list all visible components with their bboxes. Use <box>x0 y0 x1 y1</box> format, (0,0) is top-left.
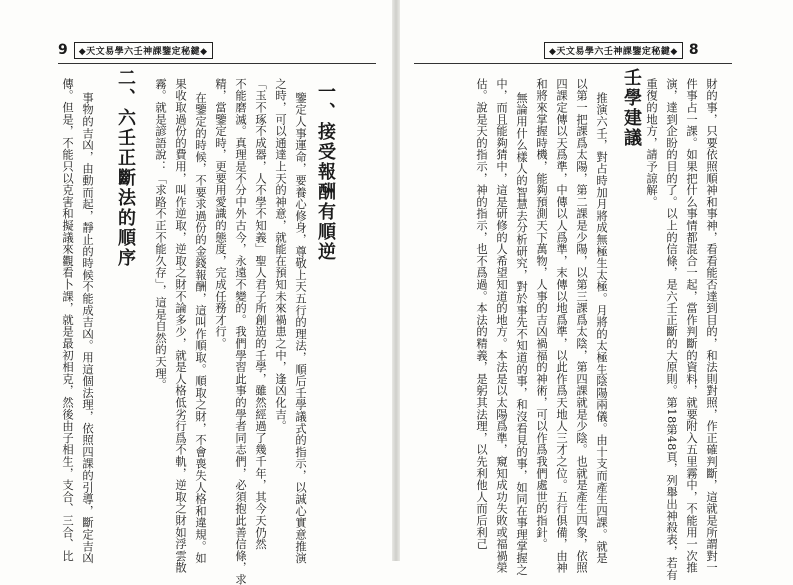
body-column: 果收取過份的費用，叫作逆取，逆取之財不論多少，就是人格低劣行爲不軌，逆取之財如浮雲散 <box>174 78 187 574</box>
right-header-title: ◆天文易學六壬神課鑒定秘鍵◆ <box>544 42 683 59</box>
section-heading: 壬學建議 <box>621 68 642 148</box>
body-column: 傳。但是，不能只以克害和擬議來觀看卜課，就是最初相克，然後由子相生，支合、三合、比 <box>61 78 74 562</box>
body-column: 估。說是天的指示，神的指示，也不爲過。本法的精義，是躬其法理，以先利他人而后利己 <box>475 78 488 550</box>
right-page-number: 8 <box>688 42 699 58</box>
right-header-rule <box>414 63 732 64</box>
section-heading-1: 一、接受報酬有順逆 <box>315 82 336 262</box>
body-column: 和將來掌握時機，能夠預測天下萬物，人事的吉凶禍福的神術，可以作爲我們處世的指針。 <box>535 78 548 550</box>
body-column: 精，當鑒定時，更要用愛識的態度，完成任務才行。 <box>214 78 227 350</box>
left-header-rule <box>58 63 376 64</box>
body-column: 中，而且能夠猜中，這是研修的人希望知道的地方。本法是以太陽爲準，窺知成功失敗或福禍榮 <box>495 78 508 574</box>
right-page-header <box>544 40 699 60</box>
body-column: 重復的地方，請予諒解。 <box>645 78 658 208</box>
body-column: 事物的吉凶，由動而起，靜止的時候不能成吉凶。用這個法理，依照四課的引導，斷定吉凶 <box>81 92 94 564</box>
body-column: 在鑒定的時候，不要求過份的金錢報酬，這叫作順取。順取之財，不會喪失人格和違規。如 <box>194 92 207 564</box>
left-page-number: 9 <box>58 42 68 58</box>
body-column: 演，達到企盼的目的了。以上的信條，是六壬正斷的大原則。第18第48頁，列舉出神殺表，若有 <box>665 78 678 581</box>
section-heading-2: 二、六壬正斷法的順序 <box>115 68 136 268</box>
body-column: 不能磨滅。真理是不分中外古今，永遠不變的。我們學習此事的學者同志們，必須抱此善信條，求 <box>234 78 247 585</box>
body-column: 霧。就是諺語說：「求路不正不能久存」，這是自然的天理。 <box>154 78 167 391</box>
right-page <box>396 0 793 581</box>
body-column: 無論用什么樣人的智慧去分析研究，對於事先不知道的事，和沒看見的事，如同在事理掌握之 <box>515 92 528 576</box>
body-column: 以第一把課爲太陽，第二課是少陽，以第三課爲太陰，第四課就是少陰。也就是產生四象，依照 <box>575 78 588 574</box>
body-column: 鑒定人事運命，要養心修身，尊敬上天五行的理法，順后壬學議式的指示，以誠心實意推演 <box>294 92 307 564</box>
left-page <box>0 0 396 585</box>
body-column: 財的事，只要依照順神和事神，看看能否達到目的，和法則對照，作正確判斷，這就是所謂對一 <box>705 78 718 574</box>
body-column: 件事占一課。如果把什么事情都混合一起，當作判斷的資料，就要附入五里霧中，不能用一次推 <box>685 78 698 574</box>
body-column: 推演六壬，對占時加月將成無極生太極。月將的太極生陰陽兩儀。由十支而產生四課。就是 <box>595 92 608 564</box>
body-column: 「玉不琢不成器，人不學不知義」聖人君子所創造的壬學，雖然經過了幾千年，其今天仍然 <box>254 78 267 550</box>
body-column: 之時，可以通達上天的神意，就能在預知未來禍患之中，逢凶化吉。 <box>274 78 287 432</box>
left-header-title: ◆天文易學六壬神課鑒定秘鍵◆ <box>74 42 213 59</box>
left-page-header <box>58 40 213 60</box>
body-column: 四課定傳以天爲準，中傳以人爲準，末傳以地爲準，以此作爲天地人三才之位。五行俱備，由神 <box>555 78 568 574</box>
